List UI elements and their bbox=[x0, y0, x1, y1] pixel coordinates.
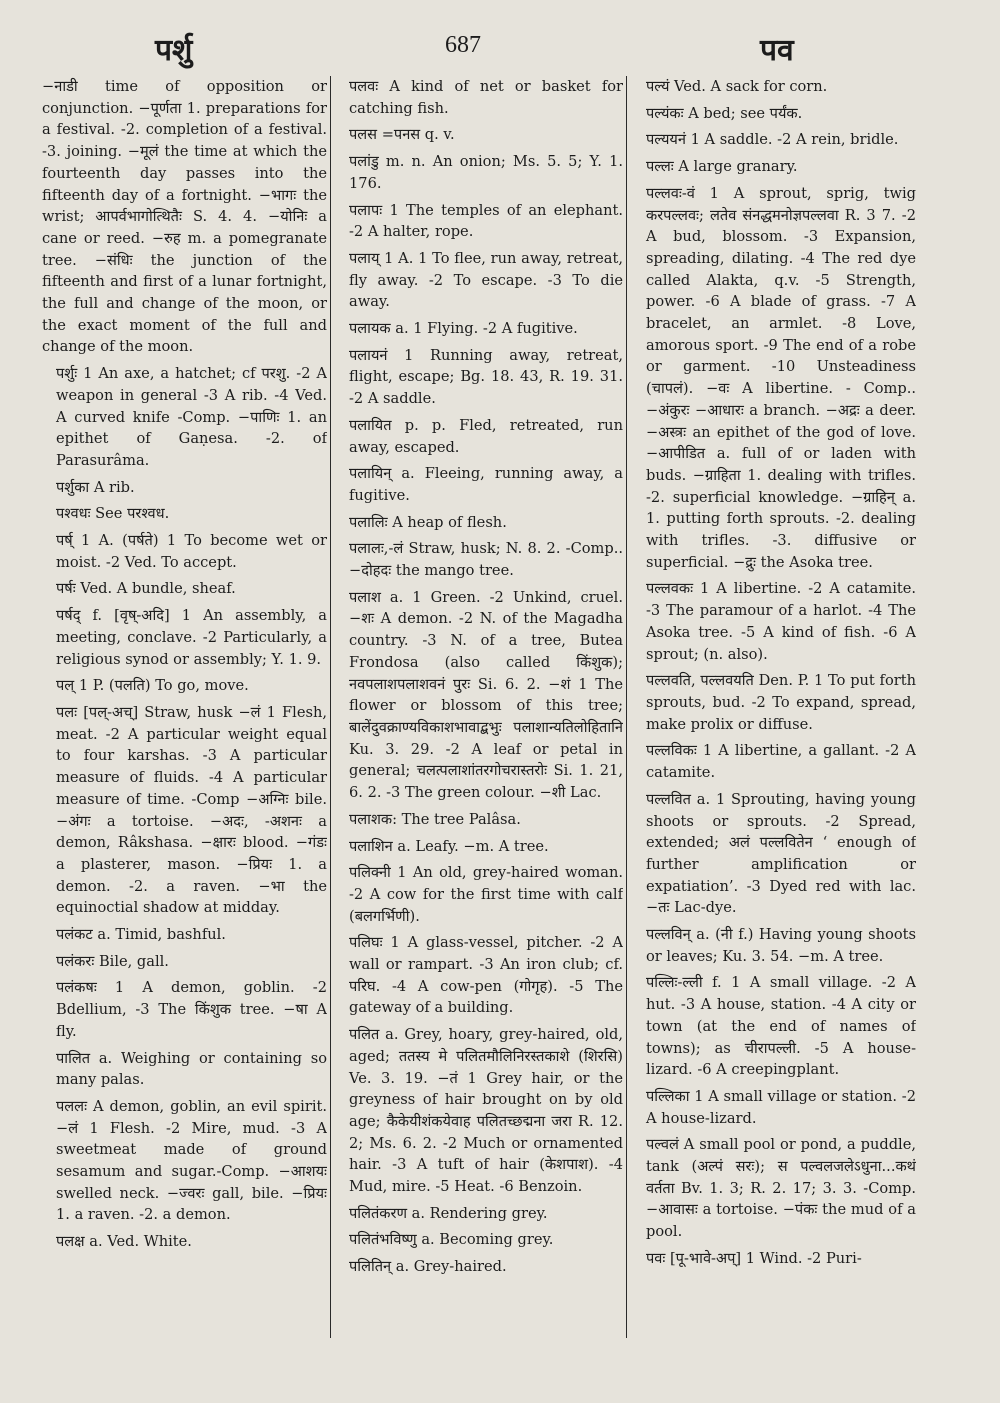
dictionary-entry: पलालिः A heap of flesh. bbox=[349, 513, 507, 531]
dictionary-entry: पलायक a. 1 Flying. -2 A fugitive. bbox=[349, 320, 578, 338]
dictionary-entry: पल्लविकः 1 A libertine, a gallant. -2 A catamite. bbox=[646, 742, 916, 782]
dictionary-entry: पश्वधः See परश्वध. bbox=[56, 505, 170, 523]
dictionary-entry: पल्लिः-ल्ली f. 1 A small village. -2 A hut. -3 A house, station. -4 A city or town (at the end of names of towns); as चीरापल्ली. -5 A house-lizard. -6 A creepingplant. bbox=[646, 974, 916, 1079]
dictionary-entry: पल्लिका 1 A small village or station. -2 A house-lizard. bbox=[646, 1087, 916, 1127]
dictionary-entry: पलायिन् a. Fleeing, running away, a fugitive. bbox=[349, 465, 623, 504]
dictionary-entry: पललः A demon, goblin, an evil spirit. −लं 1 Flesh. -2 Mire, mud. -3 A sweetmeat made of ground sesamum and sugar.-Comp. −आशयः swelled neck. −ज्वरः gall, bile. −प्रियः 1. a raven. -2. a demon. bbox=[56, 1097, 327, 1224]
dictionary-entry: पल्यंकः A bed; see पर्यंक. bbox=[646, 104, 803, 122]
dictionary-entry: पलिक्नी 1 An old, grey-haired woman. -2 A cow for the first time with calf (बलगर्भिणी). bbox=[349, 864, 623, 925]
dictionary-entry: पल्लवति, पल्लवयति Den. P. 1 To put forth sprouts, bud. -2 To expand, spread, make prolix or diffuse. bbox=[646, 672, 916, 733]
dictionary-entry: पलित a. Grey, hoary, grey-haired, old, aged; ततस्य मे पलितमौलिनिरस्तकाशे (शिरसि) Ve. 3. 19. −तं 1 Grey hair, or the greyness of hair brought on by old age; कैकेयीशंकयेवाह पलितच्छद्मना जरा R. 12. 2; Ms. 6. 2. -2 Much or ornamented hair. -3 A tuft of hair (केशपाश). -4 Mud, mire. -5 Heat. -6 Benzoin. bbox=[349, 1026, 623, 1196]
dictionary-entry: पलितंभविष्णु a. Becoming grey. bbox=[349, 1231, 554, 1249]
dictionary-entry: पलितिन् a. Grey-haired. bbox=[349, 1258, 507, 1276]
dictionary-entry: पल्लवित a. 1 Sprouting, having young shoots or sprouts. -2 Spread, extended; अलं पल्लवितेन ‘ enough of further amplification or expatiation’. -3 Dyed red with lac. −तः Lac-dye. bbox=[646, 790, 916, 917]
right-running-headword: पव bbox=[760, 33, 794, 68]
dictionary-entry: पल्लवः-वं 1 A sprout, sprig, twig करपल्लवः; लतेव संनद्धमनोज्ञपल्लवा R. 3 7. -2 A bud, blossom. -3 Expansion, spreading, dilating. -4 The red dye called Alakta, q.v. -5 Strength, power. -6 A blade of grass. -7 A bracelet, an armlet. -8 Love, amorous sport. -9 The end of a robe or garment. -10 Unsteadiness (चापलं). −वः A libertine. - Comp.. −अंकुरः −आधारः a branch. −अद्रः a deer. −अस्त्रः an epithet of the god of love. −आपीडित a. full of or laden with buds. −ग्राहिता 1. dealing with trifles. -2. superficial knowledge. −ग्राहिन् a. 1. putting forth sprouts. -2. dealing with trifles. -3. diffusive or superficial. −द्रुः the Asoka tree. bbox=[646, 184, 916, 571]
dictionary-entry: पलाशक: The tree Palâsa. bbox=[349, 810, 521, 828]
dictionary-entry: पलाय् 1 A. 1 To flee, run away, retreat, fly away. -2 To escape. -3 To die away. bbox=[349, 249, 623, 311]
dictionary-entry: पलितंकरण a. Rendering grey. bbox=[349, 1204, 548, 1222]
dictionary-entry: पल्वलं A small pool or pond, a puddle, tank (अल्पं सरः); स पल्वलजलेऽधुना...कथं वर्तता Bv. 1. 3; R. 2. 17; 3. 3. -Comp. −आवासः a tortoise. −पंकः the mud of a pool. bbox=[646, 1136, 916, 1241]
dictionary-entry: पलाश a. 1 Green. -2 Unkind, cruel. −शः A demon. -2 N. of the Magadha country. -3 N. of a tree, Butea Frondosa (also called किंशुक); नवपलाशपलाशवनं पुरः Si. 6. 2. −शं 1 The flower or blossom of this tree; बालेंदुवक्राण्यविकाशभावाद्बभुः पलाशान्यतिलोहितानि Ku. 3. 29. -2 A leaf or petal in general; चलत्पलाशांतरगोचरास्तरोः Si. 1. 21, 6. 2. -3 The green colour. −शी Lac. bbox=[349, 588, 623, 802]
dictionary-entry: पर्ष् 1 A. (पर्षते) 1 To become wet or moist. -2 Ved. To accept. bbox=[56, 532, 327, 571]
dictionary-entry: पर्षः Ved. A bundle, sheaf. bbox=[56, 580, 236, 598]
column-divider-1 bbox=[330, 76, 331, 1338]
dictionary-entry: पर्षद् f. [वृष्-अदि] 1 An assembly, a meeting, conclave. -2 Particularly, a religious synod or assembly; Y. 1. 9. bbox=[56, 607, 327, 668]
dictionary-entry: पवः [पू-भावे-अप्] 1 Wind. -2 Puri- bbox=[646, 1249, 862, 1267]
column-2 bbox=[335, 76, 623, 1381]
column-divider-2 bbox=[626, 76, 627, 1338]
page-header bbox=[0, 18, 1000, 74]
dictionary-entry: पर्शुका A rib. bbox=[56, 478, 135, 496]
dictionary-entry: पालित a. Weighing or containing so many palas. bbox=[56, 1049, 327, 1089]
dictionary-entry: पल् 1 P. (पलति) To go, move. bbox=[56, 677, 249, 695]
dictionary-entry: पलायित p. p. Fled, retreated, run away, escaped. bbox=[349, 416, 623, 456]
dictionary-entry: पलिघः 1 A glass-vessel, pitcher. -2 A wall or rampart. -3 An iron club; cf. परिघ. -4 A cow-pen (गोगृह). -5 The gateway of a building. bbox=[349, 934, 623, 1017]
dictionary-entry: पलायनं 1 Running away, retreat, flight, escape; Bg. 18. 43, R. 19. 31. -2 A saddle. bbox=[349, 346, 623, 408]
dictionary-entry: पर्शुः 1 An axe, a hatchet; cf परशु. -2 A weapon in general -3 A rib. -4 Ved. A curved knife -Comp. −पाणिः 1. an epithet of Gaṇesa. -2. of Parasurâma. bbox=[56, 365, 327, 469]
dictionary-entry: पलः [पल्-अच्] Straw, husk −लं 1 Flesh, meat. -2 A particular weight equal to four karshas. -3 A particular measure of fluids. -4 A particular measure of time. -Comp −अग्निः bile. −अंगः a tortoise. −अदः, -अशनः a demon, Râkshasa. −क्षारः blood. −गंडः a plasterer, mason. −प्रियः 1. a demon. -2. a raven. −भा the equinoctial shadow at midday. bbox=[56, 703, 327, 917]
column-3 bbox=[632, 76, 916, 1381]
dictionary-entry: पलंकरः Bile, gall. bbox=[56, 952, 169, 970]
dictionary-entry: पल्लः A large granary. bbox=[646, 158, 798, 176]
dictionary-entry: पलांडु m. n. An onion; Ms. 5. 5; Y. 1. 176. bbox=[349, 153, 623, 192]
dictionary-entry: पलक्ष a. Ved. White. bbox=[56, 1233, 192, 1251]
left-running-headword: पर्शु bbox=[155, 33, 193, 68]
column-1 bbox=[42, 76, 327, 1381]
page-number: 687 bbox=[445, 32, 481, 58]
dictionary-entry: पलस =पनस q. v. bbox=[349, 126, 455, 144]
dictionary-entry: पल्लवकः 1 A libertine. -2 A catamite. -3 The paramour of a harlot. -4 The Asoka tree. -5 A kind of fish. -6 A sprout; (n. also). bbox=[646, 580, 916, 663]
dictionary-entry: पल्ययनं 1 A saddle. -2 A rein, bridle. bbox=[646, 131, 899, 149]
dictionary-entry: पलवः A kind of net or basket for catching fish. bbox=[349, 78, 623, 117]
dictionary-entry: पलंकषः 1 A demon, goblin. -2 Bdellium, -3 The किंशुक tree. −षा A fly. bbox=[56, 979, 327, 1040]
dictionary-entry: पलालः,-लं Straw, husk; N. 8. 2. -Comp..−दोहदः the mango tree. bbox=[349, 540, 623, 580]
dictionary-entry: पलापः 1 The temples of an elephant. -2 A halter, rope. bbox=[349, 201, 623, 241]
dictionary-entry: पल्लविन् a. (नी f.) Having young shoots or leaves; Ku. 3. 54. −m. A tree. bbox=[646, 926, 916, 965]
dictionary-entry: −नाडी time of opposition or conjunction. −पूर्णता 1. preparations for a festival. -2. completion of a festival. -3. joining. −मूलं the time at which the fourteenth day passes into the fifteenth day of a fortnight. −भागः the wrist; आपर्वभागोत्थितैः S. 4. 4. −योनिः a cane or reed. −रुह m. a pomegranate tree. −संधिः the junction of the fifteenth and first of a lunar fortnight, the full and change of the moon, or the exact moment of the full and change of the moon. bbox=[42, 78, 327, 356]
dictionary-entry: पलाशिन a. Leafy. −m. A tree. bbox=[349, 837, 549, 855]
dictionary-entry: पलंकट a. Timid, bashful. bbox=[56, 926, 226, 944]
dictionary-entry: पल्यं Ved. A sack for corn. bbox=[646, 78, 828, 95]
